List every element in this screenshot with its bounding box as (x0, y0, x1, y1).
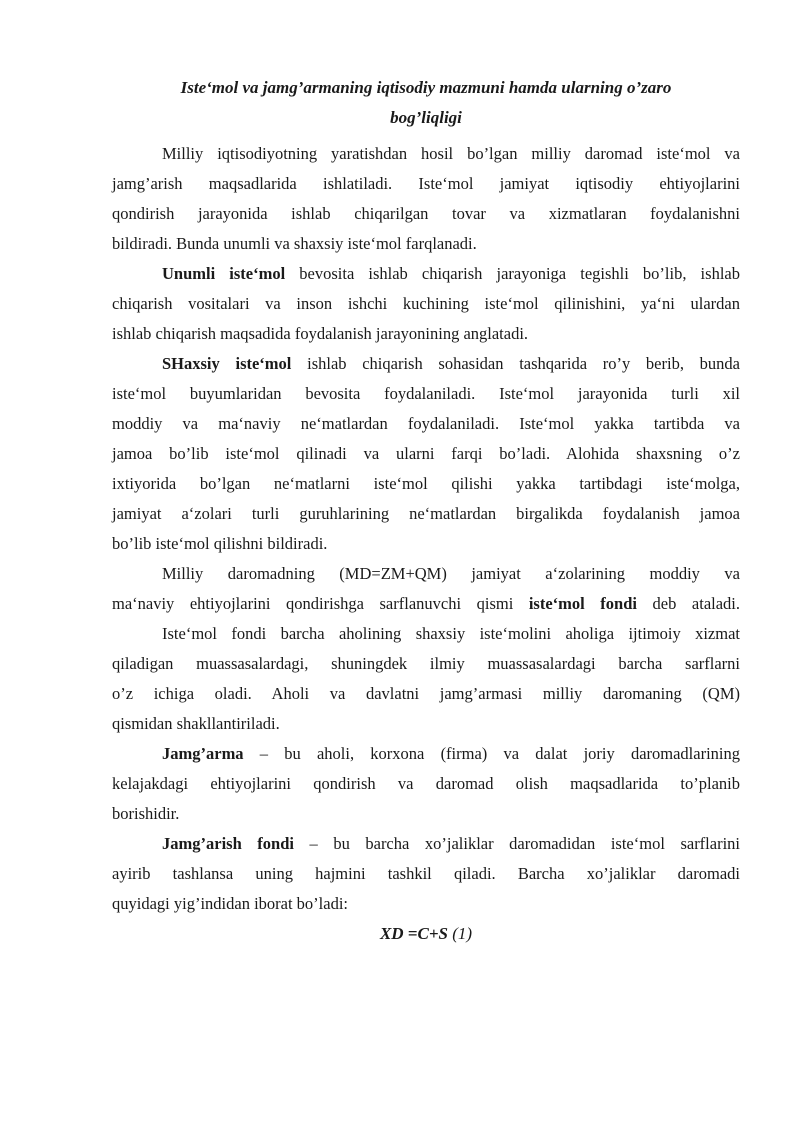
term-unumli-istemol: Unumli iste‘mol (162, 264, 286, 283)
paragraph-4-line-2 (112, 593, 740, 615)
paragraph-2-line-3: ishlab chiqarish maqsadida foydalanish jarayonining anglatadi. (112, 324, 529, 343)
paragraph-4-line-2-text: ma‘naviy ehtiyojlarini qondirishga sarflanuvchi qismi (112, 594, 529, 613)
paragraph-1-line-2: jamg’arish maqsadlarida ishlatiladi. Iste‘mol jamiyat iqtisodiy ehtiyojlarini (112, 174, 740, 193)
paragraph-7-line-1 (162, 833, 740, 855)
paragraph-3-line-3: moddiy va ma‘naviy ne‘matlardan foydalaniladi. Iste‘mol yakka tartibda va (112, 414, 740, 433)
paragraph-2-line-2: chiqarish vositalari va inson ishchi kuchining iste‘mol qilinishini, ya‘ni ulardan (112, 294, 740, 313)
paragraph-4-line-2-end: deb ataladi. (636, 594, 741, 613)
formula-expression: XD =C+S (379, 924, 448, 943)
paragraph-6-line-2: kelajakdagi ehtiyojlarini qondirish va daromad olish maqsadlarida to’planib (112, 774, 740, 793)
paragraph-3-line-5: ixtiyorida bo’lgan ne‘matlarni iste‘mol qilishi yakka tartibdagi iste‘molga, (112, 474, 740, 493)
term-shaxsiy-istemol: SHaxsiy iste‘mol (162, 354, 292, 373)
paragraph-3-line-7: bo’lib iste‘mol qilishni bildiradi. (112, 534, 328, 553)
paragraph-3-line-6: jamiyat a‘zolari turli guruhlarining ne‘matlardan birgalikda foydalanish jamoa (112, 504, 740, 523)
paragraph-3-line-2: iste‘mol buyumlaridan bevosita foydalaniladi. Iste‘mol jarayonida turli xil (112, 384, 740, 403)
term-jamgarma: Jamg’arma (162, 744, 244, 763)
paragraph-6-line-1-text: – bu aholi, korxona (firma) va dalat joriy daromadlarining (243, 744, 740, 763)
paragraph-2-line-1 (162, 263, 740, 285)
paragraph-7-line-2: ayirib tashlansa uning hajmini tashkil qiladi. Barcha xo’jaliklar daromadi (112, 864, 740, 883)
paragraph-5-line-2: qiladigan muassasalardagi, shuningdek ilmiy muassasalardagi barcha sarflarni (112, 654, 740, 673)
paragraph-7-line-1-text: – bu barcha xo’jaliklar daromadidan iste‘mol sarflarini (293, 834, 741, 853)
paragraph-5-line-3: o’z ichiga oladi. Aholi va davlatni jamg’armasi milliy daromaning (QM) (112, 684, 740, 703)
formula-number: (1) (447, 924, 473, 943)
paragraph-3-line-1-text: ishlab chiqarish sohasidan tashqarida ro’y berib, bunda (291, 354, 740, 373)
paragraph-1-line-1: Milliy iqtisodiyotning yaratishdan hosil bo’lgan milliy daromad iste‘mol va (162, 144, 740, 163)
term-istemol-fondi: iste‘mol fondi (528, 594, 637, 613)
paragraph-7-line-3: quyidagi yig’indidan iborat bo’ladi: (112, 894, 348, 913)
paragraph-6-line-1 (162, 743, 740, 765)
document-title-line-2: bog’liqligi (390, 108, 462, 127)
formula (112, 923, 740, 945)
paragraph-5-line-1: Iste‘mol fondi barcha aholining shaxsiy iste‘molini aholiga ijtimoiy xizmat (162, 624, 740, 643)
paragraph-3-line-4: jamoa bo’lib iste‘mol qilinadi va ularni farqi bo’ladi. Alohida shaxsning o’z (112, 444, 740, 463)
paragraph-3-line-1 (162, 353, 740, 375)
paragraph-1-line-3: qondirish jarayonida ishlab chiqarilgan tovar va xizmatlaran foydalanishni (112, 204, 740, 223)
paragraph-4-line-1: Milliy daromadning (MD=ZM+QM) jamiyat a‘zolarining moddiy va (162, 564, 740, 583)
paragraph-6-line-3: borishidir. (112, 804, 180, 823)
document-title-line-1: Iste‘mol va jamg’armaning iqtisodiy mazmuni hamda ularning o’zaro (180, 78, 672, 97)
paragraph-5-line-4: qismidan shakllantiriladi. (112, 714, 280, 733)
paragraph-2-line-1-text: bevosita ishlab chiqarish jarayoniga tegishli bo’lib, ishlab (285, 264, 740, 283)
paragraph-1-line-4: bildiradi. Bunda unumli va shaxsiy iste‘mol farqlanadi. (112, 234, 477, 253)
term-jamgarish-fondi: Jamg’arish fondi (162, 834, 294, 853)
